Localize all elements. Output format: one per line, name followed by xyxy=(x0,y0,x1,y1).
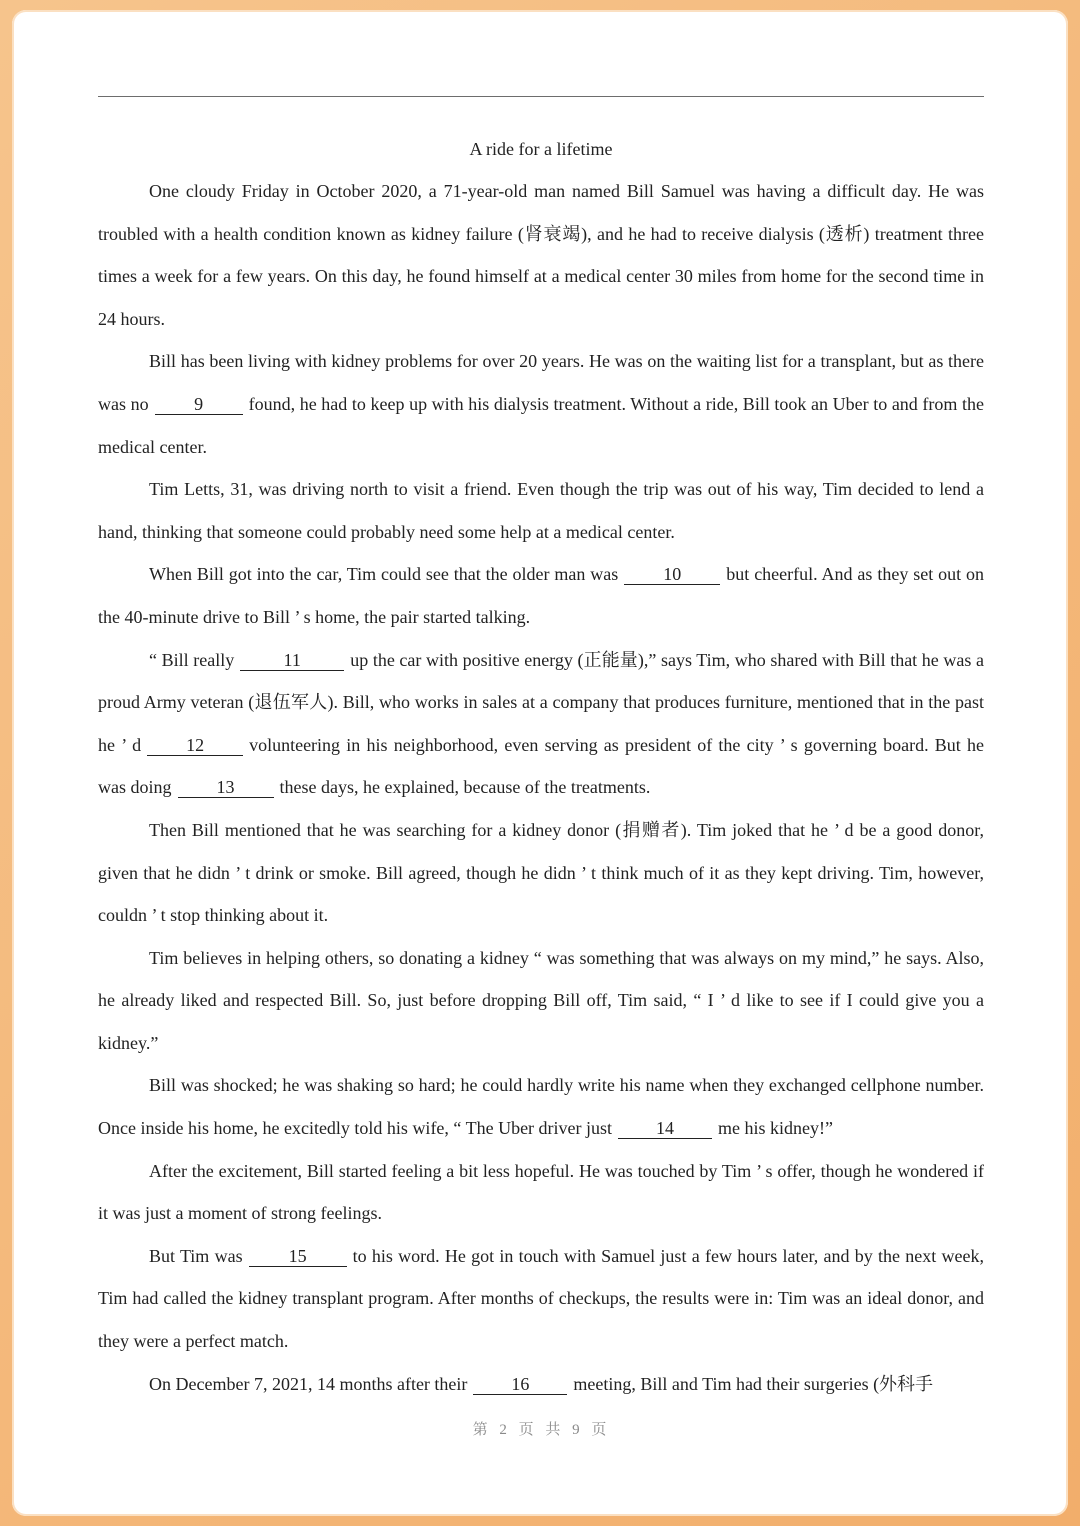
paragraph-text: Then Bill mentioned that he was searching for a kidney donor (捐赠者). Tim joked that he ’ d be a good donor, given that he didn ’ t drink or smoke. Bill agreed, though he didn ’ t think much of it as they kept driving. Tim, however, couldn ’ t stop thinking about it. xyxy=(98,819,984,926)
answer-blank[interactable]: 13 xyxy=(178,777,274,798)
paragraph xyxy=(98,937,984,1065)
answer-blank[interactable]: 11 xyxy=(240,650,344,671)
paragraph-text: “ Bill really xyxy=(149,649,235,670)
paragraph-text: me his kidney!” xyxy=(718,1118,834,1139)
answer-blank[interactable]: 16 xyxy=(473,1374,567,1395)
paragraph-list xyxy=(98,170,984,1405)
answer-blank[interactable]: 10 xyxy=(624,564,720,585)
paragraph xyxy=(98,468,984,553)
page-number: 第 2 页 共 9 页 xyxy=(472,1422,608,1438)
paragraph xyxy=(98,1235,984,1363)
paragraph xyxy=(98,1064,984,1149)
paragraph-text: up the car with positive energy (正能量),” says Tim, who shared with Bill that he was a proud Army veteran (退伍军人). Bill, who works in sales at a company that produces furniture, mentioned that in the past he ’ d xyxy=(98,649,984,755)
paragraph xyxy=(98,1150,984,1235)
header-rule xyxy=(98,96,984,97)
answer-blank[interactable]: 12 xyxy=(147,735,243,756)
answer-blank[interactable]: 14 xyxy=(618,1118,712,1139)
paragraph-text: found, he had to keep up with his dialysis treatment. Without a ride, Bill took an Uber to and from the medical center. xyxy=(98,393,984,457)
paragraph-text: Bill was shocked; he was shaking so hard; he could hardly write his name when they exchanged cellphone number. Once inside his home, he excitedly told his wife, “ The Uber driver just xyxy=(98,1075,984,1139)
paragraph-text: One cloudy Friday in October 2020, a 71-year-old man named Bill Samuel was having a difficult day. He was troubled with a health condition known as kidney failure (肾衰竭), and he had to receive dialysis (透析) treatment three times a week for a few years. On this day, he found himself at a medical center 30 miles from home for the second time in 24 hours. xyxy=(98,181,984,329)
paragraph-text: these days, he explained, because of the treatments. xyxy=(279,777,651,798)
paragraph-text: volunteering in his neighborhood, even serving as president of the city ’ s governing board. But he was doing xyxy=(98,734,984,798)
article-body xyxy=(98,128,984,1405)
paragraph-text: but cheerful. And as they set out on the 40-minute drive to Bill ’ s home, the pair started talking. xyxy=(98,564,984,627)
paragraph xyxy=(98,170,984,340)
paragraph-text: On December 7, 2021, 14 months after their xyxy=(149,1373,468,1394)
paragraph xyxy=(98,809,984,937)
paragraph xyxy=(98,340,984,468)
paragraph-text: But Tim was xyxy=(149,1245,243,1266)
paragraph-text: to his word. He got in touch with Samuel just a few hours later, and by the next week, Tim had called the kidney transplant program. After months of checkups, the results were in: Tim was an ideal donor, and they were a perfect match. xyxy=(98,1245,984,1352)
paragraph-text: Bill has been living with kidney problems for over 20 years. He was on the waiting list for a transplant, but as there was no xyxy=(98,351,984,414)
paragraph-text: meeting, Bill and Tim had their surgeries (外科手 xyxy=(573,1373,934,1394)
paragraph xyxy=(98,639,984,809)
paragraph-text: When Bill got into the car, Tim could see that the older man was xyxy=(149,564,619,585)
answer-blank[interactable]: 15 xyxy=(249,1246,347,1267)
paragraph xyxy=(98,553,984,638)
paragraph-text: Tim believes in helping others, so donating a kidney “ was something that was always on my mind,” he says. Also, he already liked and respected Bill. So, just before dropping Bill off, Tim said, “ I ’ d like to see if I could give you a kidney.” xyxy=(98,947,984,1053)
paragraph xyxy=(98,1363,984,1406)
paragraph-text: Tim Letts, 31, was driving north to visit a friend. Even though the trip was out of his way, Tim decided to lend a hand, thinking that someone could probably need some help at a medical center. xyxy=(98,479,984,542)
answer-blank[interactable]: 9 xyxy=(155,394,243,415)
article-title: A ride for a lifetime xyxy=(469,139,613,159)
paragraph-text: After the excitement, Bill started feeling a bit less hopeful. He was touched by Tim ’ s offer, though he wondered if it was just a moment of strong feelings. xyxy=(98,1160,984,1224)
